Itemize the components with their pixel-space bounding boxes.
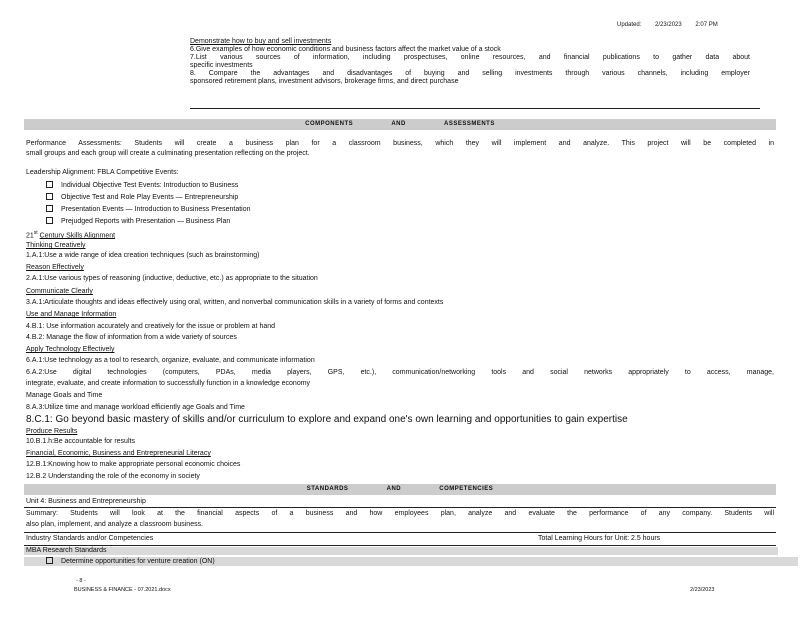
skill-heading: Thinking Creatively bbox=[26, 242, 86, 249]
leadership-item-text: Presentation Events — Introduction to Business Presentation bbox=[61, 206, 251, 213]
unit-summary-line-2: also plan, implement, and analyze a classroom business. bbox=[26, 521, 204, 528]
checkbox-icon bbox=[46, 217, 53, 224]
band-text: ASSESSMENTS bbox=[444, 121, 495, 127]
band-text: AND bbox=[391, 121, 406, 127]
checkbox-icon bbox=[46, 193, 53, 200]
skill-line: 4.B.1: Use information accurately and creatively for the issue or problem at hand bbox=[26, 323, 276, 330]
skill-line-emphasis: 8.C.1: Go beyond basic mastery of skills and/or curriculum to explore and expand one's own learning and opportunities to gain expertise bbox=[26, 414, 628, 425]
skill-heading: Produce Results bbox=[26, 428, 78, 435]
century-heading bbox=[26, 229, 774, 240]
skill-line: 8.A.3:Utilize time and manage workload efficiently age Goals and Time bbox=[26, 404, 245, 411]
standards-header bbox=[24, 484, 776, 495]
skill-heading: Use and Manage Information bbox=[26, 311, 117, 318]
skill-line: 12.B.1:Knowing how to make appropriate personal economic choices bbox=[26, 461, 241, 468]
objective-line: specific investments bbox=[190, 62, 253, 69]
skill-heading: Apply Technology Effectively bbox=[26, 346, 115, 353]
divider bbox=[24, 545, 776, 546]
century-number: 21 bbox=[26, 232, 34, 240]
mba-heading: MBA Research Standards bbox=[24, 547, 778, 555]
leadership-item-text: Prejudged Reports with Presentation — Business Plan bbox=[61, 218, 231, 225]
skill-heading: Reason Effectively bbox=[26, 264, 84, 271]
unit-summary-line-1: Summary: Students will look at the financial aspects of a business and how employees plan, analyze and evaluate the performance of any company. Students will bbox=[26, 510, 774, 517]
updated-stamp bbox=[617, 22, 730, 28]
objective-line: 6.Give examples of how economic conditions and business factors affect the market value of a stock bbox=[190, 46, 501, 53]
objective-line: Demonstrate how to buy and sell investments bbox=[190, 38, 332, 45]
leadership-item-text: Objective Test and Role Play Events — Entrepreneurship bbox=[61, 194, 239, 201]
checkbox-icon bbox=[46, 181, 53, 188]
skill-line: 10.B.1.h:Be accountable for results bbox=[26, 438, 135, 445]
objectives-list bbox=[190, 38, 750, 86]
skill-line: 3.A.1:Articulate thoughts and ideas effectively using oral, written, and nonverbal communication skills in a variety of forms and contexts bbox=[26, 299, 444, 306]
skill-line: 2.A.1:Use various types of reasoning (inductive, deductive, etc.) as appropriate to the situation bbox=[26, 275, 318, 282]
unit-title: Unit 4: Business and Entrepreneurship bbox=[26, 498, 146, 505]
divider bbox=[24, 532, 776, 533]
leadership-item bbox=[46, 181, 794, 190]
skill-line: Manage Goals and Time bbox=[26, 392, 103, 399]
performance-line-1: Performance Assessments: Students will create a business plan for a classroom business, which they will implement and analyze. This project will be completed in bbox=[26, 140, 774, 147]
checkbox-icon bbox=[46, 205, 53, 212]
leadership-heading: Leadership Alignment: FBLA Competitive Events: bbox=[26, 169, 179, 176]
skill-line: 12.B.2 Understanding the role of the economy in society bbox=[26, 473, 200, 480]
updated-date: 2/23/2023 bbox=[655, 22, 682, 28]
checkbox-icon bbox=[46, 557, 53, 564]
skill-line: 1.A.1:Use a wide range of idea creation techniques (such as brainstorming) bbox=[26, 252, 260, 259]
objective-line: sponsored retirement plans, investment advisors, brokerage firms, and direct purchase bbox=[190, 78, 459, 85]
mba-item bbox=[24, 557, 798, 566]
total-hours: Total Learning Hours for Unit: 2.5 hours bbox=[538, 535, 661, 542]
skill-line: integrate, evaluate, and create information to successfully function in a knowledge economy bbox=[26, 380, 311, 387]
footer-page: - 8 - bbox=[76, 578, 86, 584]
divider bbox=[24, 507, 776, 508]
performance-line-2: small groups and each group will create a culminating presentation reflecting on the project. bbox=[26, 150, 310, 157]
industry-row bbox=[26, 535, 774, 543]
industry-label: Industry Standards and/or Competencies bbox=[26, 535, 154, 542]
divider bbox=[190, 108, 760, 109]
band-text: COMPONENTS bbox=[305, 121, 354, 127]
objective-line: 7.List various sources of information, including prospectuses, online resources, and financial publications to gather data about bbox=[190, 54, 750, 61]
century-title: Century Skills Alignment bbox=[39, 232, 116, 240]
band-text: AND bbox=[386, 486, 402, 492]
band-text: STANDARDS bbox=[306, 486, 349, 492]
skill-heading: Communicate Clearly bbox=[26, 288, 93, 295]
century-suffix: st bbox=[33, 230, 38, 236]
footer-date: 2/23/2023 bbox=[690, 587, 715, 593]
band-text: COMPETENCIES bbox=[439, 486, 494, 492]
skill-line: 6.A.2:Use digital technologies (computers, PDAs, media players, GPS, etc.), communication/networking tools and social networks appropriately to access, manage, bbox=[26, 369, 774, 376]
updated-label: Updated: bbox=[617, 22, 642, 28]
skill-line: 4.B.2: Manage the flow of information from a wide variety of sources bbox=[26, 334, 237, 341]
skill-heading: Financial, Economic, Business and Entrepreneurial Literacy bbox=[26, 450, 211, 457]
objective-line: 8. Compare the advantages and disadvantages of buying and selling investments through various channels, including employer bbox=[190, 70, 750, 77]
components-header bbox=[24, 119, 776, 130]
leadership-item-text: Individual Objective Test Events: Introduction to Business bbox=[61, 182, 239, 189]
footer-doc: BUSINESS & FINANCE - 07.2021.docx bbox=[74, 587, 171, 593]
leadership-item bbox=[46, 205, 794, 214]
leadership-item bbox=[46, 193, 794, 202]
mba-item-text: Determine opportunities for venture creation (ON) bbox=[61, 558, 215, 565]
skill-line: 6.A.1:Use technology as a tool to research, organize, evaluate, and communicate information bbox=[26, 357, 315, 364]
updated-time: 2:07 PM bbox=[695, 22, 718, 28]
leadership-item bbox=[46, 217, 794, 226]
